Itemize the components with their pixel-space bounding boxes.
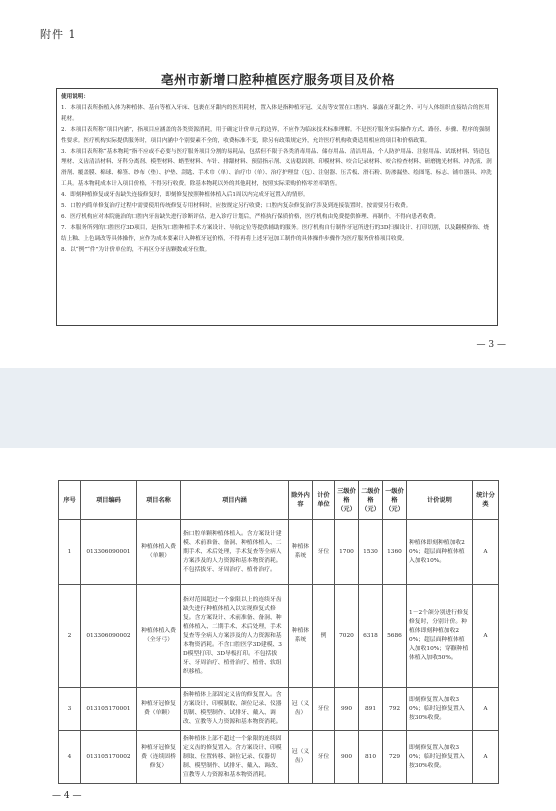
cell-no: 3 — [59, 688, 81, 731]
usage-notes-heading: 使用说明： — [61, 94, 89, 100]
column-header: 计价单位 — [313, 481, 335, 520]
cell-exclude: 冠（义齿） — [289, 731, 313, 784]
column-header: 统计分类 — [473, 481, 499, 520]
cell-price3: 900 — [335, 731, 359, 784]
cell-name: 种植体植入费（单颗） — [137, 520, 181, 585]
cell-note: 种植体即刻种植加收20%；超层面种植体植入加收10%。 — [407, 520, 473, 585]
usage-note: 1．本项目表所指植入体为种植体、基台等植入牙床、包裹在牙龈内的医用耗材，置入体是指种植牙冠、义齿等安置在口腔内、暴露在牙龈之外、可与人体组织直接结合的医用耗材。 — [61, 104, 490, 122]
cell-price2: 1530 — [359, 520, 383, 585]
cell-exclude: 种植体系统 — [289, 520, 313, 585]
cell-name: 种植牙冠修复费（连续固桥修复） — [137, 731, 181, 784]
cell-no: 2 — [59, 585, 81, 688]
table-row — [59, 688, 499, 731]
usage-notes-box — [56, 88, 498, 326]
cell-category: A — [473, 731, 499, 784]
cell-unit: 牙位 — [313, 731, 335, 784]
cell-price1: 792 — [383, 688, 407, 731]
usage-note: 4．即刻种植修复或牙齿缺失连接修复时，即刻修复按照种植体植入后1周以内完成牙冠置入的情形。 — [61, 192, 309, 199]
cell-price1: 5686 — [383, 585, 407, 688]
cell-no: 1 — [59, 520, 81, 585]
document-page-3 — [0, 0, 556, 368]
cell-price3: 7020 — [335, 585, 359, 688]
cell-price1: 1360 — [383, 520, 407, 585]
cell-exclude: 冠（义齿） — [289, 688, 313, 731]
cell-unit: 牙位 — [313, 688, 335, 731]
cell-price2: 810 — [359, 731, 383, 784]
cell-code: 013306090002 — [81, 585, 137, 688]
fee-table — [58, 480, 499, 784]
cell-no: 4 — [59, 731, 81, 784]
column-header: 除外内容 — [289, 481, 313, 520]
cell-price2: 6318 — [359, 585, 383, 688]
cell-category: A — [473, 688, 499, 731]
cell-price3: 1700 — [335, 520, 359, 585]
cell-content: 指口腔单颗种植体植入。含方案设计建模、术前准备、备洞、种植体植入、二期手术、术后处理，手术复查等全病人方案涉及的人力资源和基本物资消耗。不包括拔牙、牙周治疗、植骨治疗。 — [181, 520, 289, 585]
cell-unit: 牙位 — [313, 520, 335, 585]
document-page-4 — [0, 448, 556, 811]
cell-category: A — [473, 520, 499, 585]
column-header: 三级价格（元） — [335, 481, 359, 520]
column-header: 项目编码 — [81, 481, 137, 520]
cell-price1: 729 — [383, 731, 407, 784]
column-header: 二级价格（元） — [359, 481, 383, 520]
usage-note: 7．本服务所列的口腔医疗3D项目，是指为口腔种植手术方案设计、导航定位等提供辅助的服务。医疗机构自行制作牙冠所进行的3D扫描设计、打印切割，以及翻模修饰、烧结上釉、上色调改等具体操作，应作为成本要素计入种植牙冠价格，不得再将上述牙冠加工制作的具体操作步骤作为医疗服务价格项目收费。 — [61, 224, 489, 242]
column-header: 一级价格（元） — [383, 481, 407, 520]
attachment-label: 附件 1 — [40, 28, 77, 41]
cell-content: 指种植体上部固定义齿的修复置入。含方案设计、印模制取、颌位记录、仪器切制、模型制作、试排牙、戴入、调改、宣教等人力资源和基本物资消耗。 — [181, 688, 289, 731]
column-header: 项目名称 — [137, 481, 181, 520]
cell-code: 013105170002 — [81, 731, 137, 784]
column-header: 计价说明 — [407, 481, 473, 520]
document-title: 亳州市新增口腔种植医疗服务项目及价格 — [160, 72, 395, 87]
cell-content: 指种植体上部不超过一个象限的连续固定义齿的修复置入。含方案设计、印模制取、位置转移、颌位记录、仪器切制、模型制作、试排牙、戴入、调改、宣教等人力资源和基本物资消耗。 — [181, 731, 289, 784]
cell-name: 种植牙冠修复费（单颗） — [137, 688, 181, 731]
column-header: 序号 — [59, 481, 81, 520]
cell-note: 即刻修复置入加收30%；临时冠修复置入按30%收费。 — [407, 688, 473, 731]
cell-category: A — [473, 585, 499, 688]
usage-note: 3．本项目表所称“基本物耗”指不应或不必要与医疗服务项目分割的易耗品，包括但不限于各类消毒用品、储存用品、清洁用品，个人防护用品、注射用品、试纸材料、铸造包埋材、义齿清洁材料、牙科分离剂、模型材料、蜡型材料、车针、排龈材料、预留指示剂、义齿稳固剂、印模材料、咬合记录材料、咬合检查材料、研磨抛光材料、冲洗液、润滑剂、覆盖膜、棉球、棉签、纱布（垫）、护垫、刮匙、手术巾（单）、治疗巾（单）、治疗护理盘（包）、注射器、压舌板、滑石粉、防渗漏垫、绘图笔、标志、铺巾器具、冲洗工具。基本物耗成本计入项目价格，不得另行收费。除基本物耗以外的其他耗材，按照实际采购价格零差率销售。 — [61, 148, 492, 188]
cell-price2: 891 — [359, 688, 383, 731]
cell-code: 013105170001 — [81, 688, 137, 731]
cell-content: 指对范围超过一个象限以上的连续牙齿缺失进行种植体植入以实现修复式修复。含方案设计、术前准备、备洞、种植体植入、二期手术、术后处理，手术复查等全病人方案涉及的人力资源和基本物资消耗。不含口腔医学3D建模、3D模型打印、3D导板打印。不包括拔牙、牙周治疗、植骨治疗、植骨、软组织移植。 — [181, 585, 289, 688]
cell-unit: 例 — [313, 585, 335, 688]
usage-note: 6．医疗机构应对本院施治的口腔内牙齿缺失进行诊断评估，进入诊疗计划后，严格执行保质价格，医疗机构由免费提供修理、再制作，不得向患者收费。 — [61, 213, 440, 220]
cell-note: 即刻修复置入加收30%；临时冠修复置入按30%收费。 — [407, 731, 473, 784]
page-number: — 4 — — [52, 791, 82, 801]
usage-note: 2．本项目表所称“项目内涵”，指项目应涵盖的各类资源消耗，用于确定计价单元的边界，不应作为临床技术标准理解。不是医疗服务实际操作方式、路径、步骤、程序的强制性要求。医疗机构实际提供服务时，项目内涵中个别要素不全的，收费标准不变，除另有政策规定外，允许医疗机构收费适用相应的项目和价格政策。 — [61, 126, 490, 144]
table-row — [59, 731, 499, 784]
cell-price3: 990 — [335, 688, 359, 731]
table-row — [59, 520, 499, 585]
usage-note: 5．口腔内简单修复治疗过程中需要使用传统修复专用材料时，应按规定另行收费；口腔内复杂修复治疗涉及到连接装置时，按需要另行收费。 — [61, 203, 412, 210]
table-header-row — [59, 481, 499, 520]
cell-exclude: 种植体系统 — [289, 585, 313, 688]
page-number: — 3 — — [476, 340, 506, 350]
cell-name: 种植体植入费（全牙弓） — [137, 585, 181, 688]
cell-note: 1－2个颌分别进行修复修复时，分别计价。种植体即刻种植加收20%；超层面种植体植入加收10%；穿颧种植体植入加收50%。 — [407, 585, 473, 688]
table-row — [59, 585, 499, 688]
column-header: 项目内涵 — [181, 481, 289, 520]
cell-code: 013306090001 — [81, 520, 137, 585]
usage-note: 8．以“例”“件”为计价单位的，不再区分牙齿颗数或牙位数。 — [61, 246, 211, 253]
